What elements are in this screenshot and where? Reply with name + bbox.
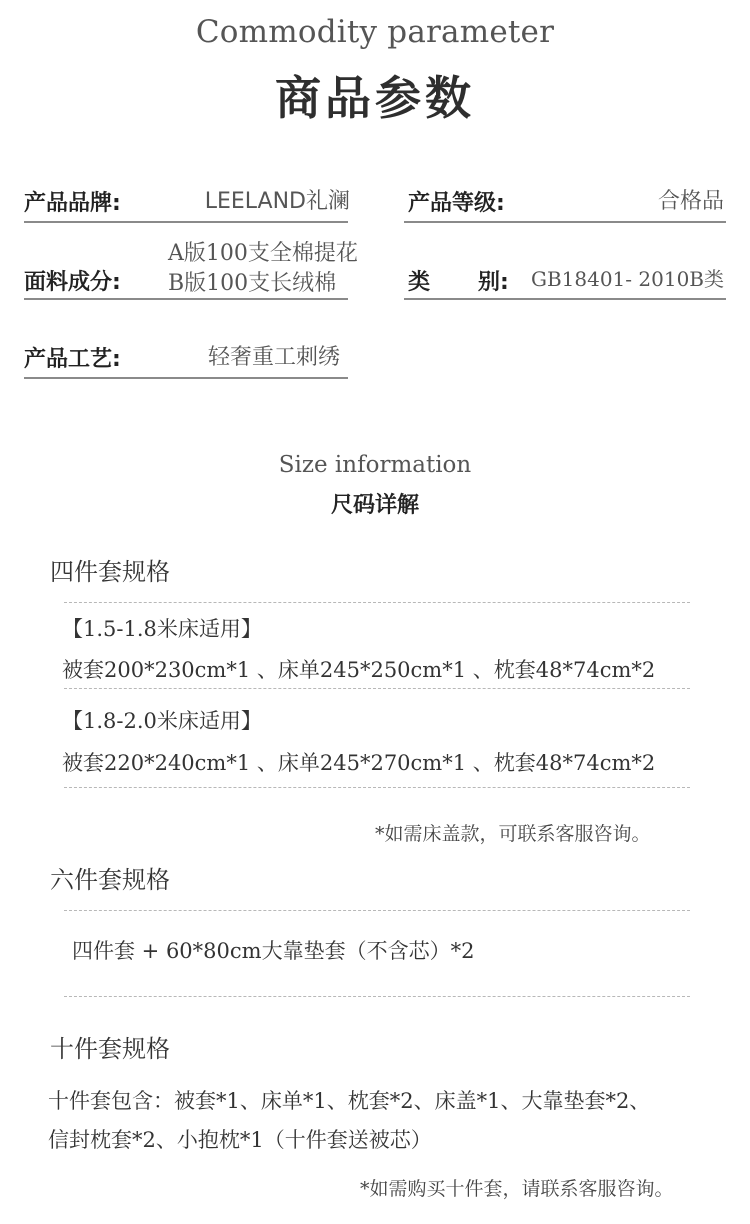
four-piece-title: 四件套规格 — [50, 558, 170, 586]
fabric-value-b: B版100支长绒棉 — [168, 271, 337, 296]
size-title-chinese: 尺码详解 — [330, 493, 419, 518]
six-piece-divider-bottom — [64, 996, 690, 997]
size-title-english: Size information — [278, 452, 472, 478]
four-piece-group1-title: 【1.5-1.8米床适用】 — [62, 617, 262, 641]
four-piece-divider-bottom — [64, 787, 690, 788]
category-divider — [404, 298, 726, 300]
title-english: Commodity parameter — [195, 14, 555, 50]
four-piece-note: *如需床盖款，可联系客服咨询。 — [375, 823, 651, 845]
grade-value: 合格品 — [657, 189, 724, 214]
title-chinese: 商品参数 — [275, 71, 475, 125]
fabric-value-a: A版100支全棉提花 — [168, 241, 358, 266]
grade-label: 产品等级: — [408, 191, 505, 216]
brand-label: 产品品牌: — [24, 191, 121, 216]
grade-divider — [404, 221, 726, 223]
ten-piece-items-line2: 信封枕套*2、小抱枕*1（十件套送被芯） — [48, 1128, 432, 1152]
ten-piece-items-line1: 十件套包含：被套*1、床单*1、枕套*2、床盖*1、大靠垫套*2、 — [48, 1089, 651, 1113]
category-label-first: 类 — [408, 270, 431, 295]
fabric-label: 面料成分: — [24, 270, 121, 295]
six-piece-divider-top — [64, 910, 690, 911]
fabric-divider — [24, 298, 348, 300]
four-piece-group2-items: 被套220*240cm*1 、床单245*270cm*1 、枕套48*74cm*2 — [62, 751, 656, 775]
craft-value: 轻奢重工刺绣 — [207, 345, 340, 370]
category-label-second: 别: — [478, 270, 509, 295]
ten-piece-note: *如需购买十件套，请联系客服咨询。 — [360, 1178, 674, 1200]
six-piece-items: 四件套 + 60*80cm大靠垫套（不含芯）*2 — [72, 939, 475, 963]
four-piece-divider-middle — [64, 688, 690, 689]
ten-piece-title: 十件套规格 — [50, 1035, 170, 1063]
brand-value: LEELAND礼澜 — [204, 189, 350, 214]
four-piece-group1-items: 被套200*230cm*1 、床单245*250cm*1 、枕套48*74cm*2 — [62, 658, 656, 682]
category-value: GB18401- 2010B类 — [530, 267, 724, 291]
four-piece-divider-top — [64, 602, 690, 603]
six-piece-title: 六件套规格 — [50, 866, 170, 894]
craft-label: 产品工艺: — [24, 347, 121, 372]
craft-divider — [24, 377, 348, 379]
brand-divider — [24, 221, 348, 223]
four-piece-group2-title: 【1.8-2.0米床适用】 — [62, 709, 262, 733]
